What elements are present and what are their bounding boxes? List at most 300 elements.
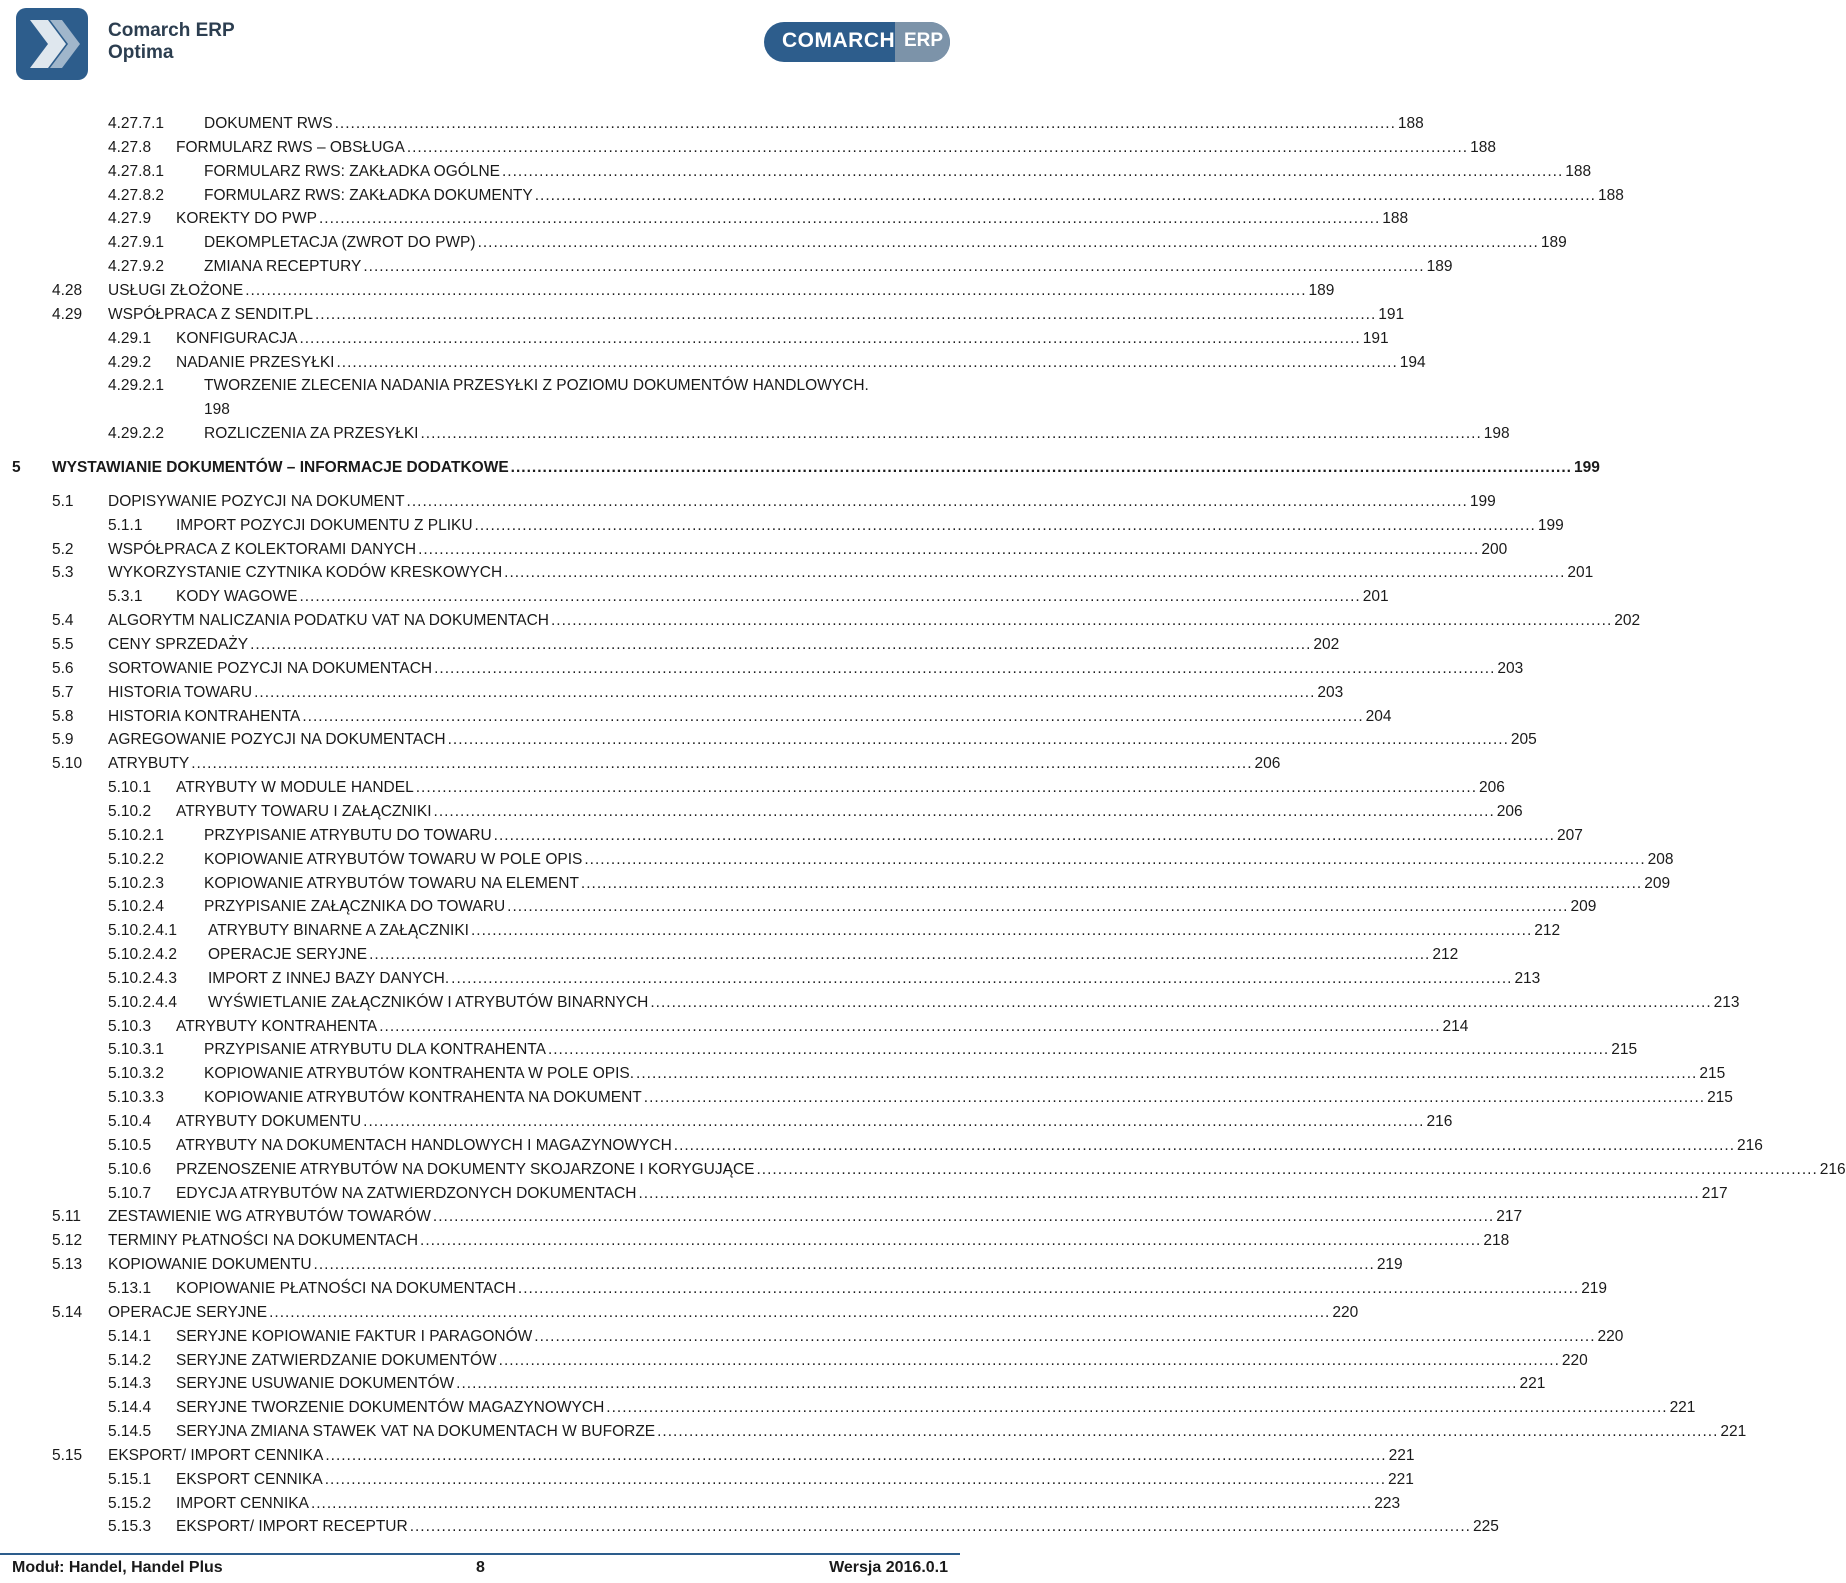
toc-entry-line (208, 919, 1561, 943)
toc-leader-dots: ........................................................................................................................................................................................................ (254, 683, 1316, 701)
toc-entry-page: 204 (1365, 707, 1392, 725)
toc-entry[interactable] (0, 728, 1537, 752)
toc-entry-number: 5.3.1 (108, 588, 143, 606)
toc-entry-page: 189 (1426, 258, 1453, 276)
toc-entry-title: ATRYBUTY NA DOKUMENTACH HANDLOWYCH I MAGAZYNOWYCH (176, 1136, 672, 1154)
toc-entry-page: 220 (1597, 1327, 1624, 1345)
toc-entry[interactable] (0, 943, 1459, 967)
toc-leader-dots: ........................................................................................................................................................................................................ (299, 329, 1361, 347)
toc-entry-title: USŁUGI ZŁOŻONE (108, 281, 244, 299)
toc-entry-page: 203 (1497, 659, 1524, 677)
toc-entry[interactable] (0, 1301, 1359, 1325)
toc-entry-line (176, 1158, 1846, 1182)
toc-leader-dots: ........................................................................................................................................................................................................ (517, 1279, 1580, 1297)
toc-entry[interactable] (0, 561, 1594, 585)
toc-entry[interactable] (0, 752, 1281, 776)
toc-entry-page: 215 (1707, 1089, 1733, 1107)
toc-entry-title: KOPIOWANIE DOKUMENTU (108, 1256, 312, 1274)
toc-entry-title: EKSPORT/ IMPORT CENNIKA (108, 1446, 324, 1464)
toc-entry-title: ATRYBUTY W MODULE HANDEL (176, 779, 414, 797)
toc-entry-page: 217 (1701, 1184, 1728, 1202)
toc-entry[interactable] (0, 705, 1392, 729)
toc-entry-number: 5.10.2.4.3 (108, 969, 177, 987)
toc-leader-dots: ........................................................................................................................................................................................................ (369, 946, 1431, 964)
toc-entry-number: 4.27.9 (108, 210, 152, 228)
toc-entry-number: 5.13.1 (108, 1279, 152, 1297)
toc-entry-title: WYSTAWIANIE DOKUMENTÓW – INFORMACJE DODATKOWE (52, 459, 509, 477)
toc-entry[interactable] (0, 160, 1592, 184)
toc-entry-title: WYŚWIETLANIE ZAŁĄCZNIKÓW I ATRYBUTÓW BINARNYCH (208, 993, 649, 1011)
toc-entry-title: ATRYBUTY KONTRAHENTA (176, 1017, 378, 1035)
toc-leader-dots: ........................................................................................................................................................................................................ (406, 138, 1469, 156)
toc-entry-title: WSPÓŁPRACA Z KOLEKTORAMI DANYCH (108, 540, 417, 558)
toc-entry[interactable] (0, 585, 1389, 609)
toc-entry[interactable] (0, 422, 1510, 446)
toc-entry-line (176, 327, 1389, 351)
toc-entry-page: 203 (1317, 683, 1344, 701)
toc-leader-dots: ........................................................................................................................................................................................................ (269, 1303, 1331, 1321)
toc-entry[interactable] (0, 1229, 1510, 1253)
toc-entry-title: DOPISYWANIE POZYCJI NA DOKUMENT (108, 492, 405, 510)
page-header (0, 0, 960, 90)
toc-leader-dots: ........................................................................................................................................................................................................ (334, 115, 1396, 132)
toc-entry[interactable] (0, 514, 1564, 538)
toc-entry-title: NADANIE PRZESYŁKI (176, 353, 335, 371)
toc-leader-dots: ........................................................................................................................................................................................................ (313, 1256, 1375, 1274)
toc-entry-number: 5.2 (52, 540, 74, 558)
toc-entry-line (176, 776, 1505, 800)
toc-entry-line (176, 1492, 1401, 1516)
toc-entry-line (176, 1277, 1608, 1301)
toc-entry-title: ATRYBUTY DOKUMENTU (176, 1113, 362, 1130)
toc-entry-number: 5.14 (52, 1303, 83, 1321)
toc-entry[interactable] (0, 609, 1641, 633)
toc-entry[interactable] (0, 1110, 1453, 1134)
toc-leader-dots: ........................................................................................................................................................................................................ (363, 1113, 1425, 1130)
toc-leader-dots: ........................................................................................................................................................................................................ (580, 874, 1643, 892)
toc-entry-title: ROZLICZENIA ZA PRZESYŁKI (204, 425, 419, 443)
toc-entry-title: EKSPORT CENNIKA (176, 1470, 323, 1488)
toc-entry-number: 5.12 (52, 1232, 83, 1250)
toc-entry-page: 201 (1362, 588, 1389, 606)
toc-entry[interactable] (0, 136, 1496, 160)
toc-leader-dots: ........................................................................................................................................................................................................ (502, 162, 1564, 180)
toc-entry-line (176, 800, 1523, 824)
toc-entry-number: 4.29.2.1 (108, 377, 165, 395)
toc-entry-number: 5.1.1 (108, 516, 143, 534)
toc-entry-line (108, 279, 1335, 303)
toc-entry[interactable] (0, 351, 1426, 375)
toc-entry-page: 206 (1254, 755, 1281, 773)
toc-entry-page: 221 (1669, 1399, 1696, 1417)
toc-entry[interactable] (0, 374, 960, 419)
toc-entry[interactable] (0, 1396, 1696, 1420)
footer-rule (0, 1553, 960, 1555)
toc-entry-number: 4.29.2 (108, 353, 152, 371)
toc-entry-line (176, 1325, 1624, 1349)
toc-entry-line (176, 1420, 1747, 1444)
toc-entry-title: SERYJNE ZATWIERDZANIE DOKUMENTÓW (176, 1351, 497, 1369)
toc-entry-number: 5.5 (52, 636, 74, 653)
toc-entry-page: 212 (1534, 922, 1561, 940)
toc-entry[interactable] (0, 1468, 1414, 1492)
toc-leader-dots: ........................................................................................................................................................................................................ (584, 850, 1646, 868)
toc-entry-page: 188 (1597, 186, 1624, 204)
toc-entry[interactable] (0, 1420, 1747, 1444)
toc-leader-dots: ........................................................................................................................................................................................................ (477, 234, 1539, 252)
toc-entry-number: 4.27.9.1 (108, 234, 165, 252)
toc-entry-number: 5.10.2 (108, 802, 152, 820)
toc-entry-number: 4.29 (52, 305, 83, 323)
toc-entry[interactable] (0, 255, 1453, 279)
toc-leader-dots: ........................................................................................................................................................................................................ (420, 1232, 1482, 1250)
brand-line-2: Optima (108, 42, 174, 63)
toc-entry-title: PRZYPISANIE ATRYBUTU DLA KONTRAHENTA (204, 1041, 546, 1059)
toc-entry-number: 4.29.2.2 (108, 425, 165, 443)
toc-entry-number: 5.10.3.2 (108, 1065, 165, 1083)
toc-entry-page: 212 (1432, 946, 1459, 964)
toc-entry-page: 205 (1510, 731, 1537, 749)
toc-entry-page: 200 (1481, 540, 1508, 558)
toc-entry[interactable] (0, 967, 1541, 991)
toc-entry[interactable] (0, 1205, 1523, 1229)
toc-entry-page: 217 (1496, 1208, 1523, 1226)
toc-entry-number: 5.15.1 (108, 1470, 152, 1488)
toc-entry[interactable] (0, 1134, 1763, 1158)
logo-word-erp: ERP (904, 30, 944, 51)
toc-entry-page: 213 (1514, 969, 1541, 987)
toc-entry[interactable] (0, 1349, 1588, 1373)
footer-version: Wersja 2016.0.1 (829, 1559, 948, 1576)
toc-entry-line (176, 1134, 1763, 1158)
comarch-optima-logo-icon (16, 8, 88, 80)
toc-entry-number: 4.27.9.2 (108, 258, 165, 276)
toc-entry-number: 4.27.8.1 (108, 162, 165, 180)
toc-entry[interactable] (0, 848, 1674, 872)
toc-entry[interactable] (0, 231, 1567, 255)
toc-entry-title: EKSPORT/ IMPORT RECEPTUR (176, 1518, 408, 1536)
toc-entry-line (176, 136, 1496, 160)
toc-entry-page: 221 (1519, 1375, 1546, 1393)
toc-leader-dots: ........................................................................................................................................................................................................ (310, 1494, 1373, 1512)
toc-entry-title: OPERACJE SERYJNE (208, 946, 368, 964)
toc-leader-dots: ........................................................................................................................................................................................................ (363, 258, 1425, 276)
toc-entry-number: 5.9 (52, 731, 74, 749)
toc-entry-number: 5.10.2.4.1 (108, 922, 177, 940)
toc-entry[interactable] (0, 1372, 1546, 1396)
toc-entry-title: SERYJNE KOPIOWANIE FAKTUR I PARAGONÓW (176, 1327, 533, 1345)
toc-leader-dots: ........................................................................................................................................................................................................ (507, 898, 1569, 916)
toc-entry-line (204, 1062, 1726, 1086)
toc-entry-number: 5.14.4 (108, 1399, 152, 1417)
toc-entry-title: ALGORYTM NALICZANIA PODATKU VAT NA DOKUMENTACH (108, 612, 549, 630)
toc-entry-line (208, 943, 1459, 967)
toc-entry-number: 5.10 (52, 755, 83, 773)
toc-entry-number: 5.1 (52, 492, 74, 510)
toc-entry-page: 221 (1388, 1470, 1414, 1488)
toc-entry-title: ATRYBUTY BINARNE A ZAŁĄCZNIKI (208, 922, 469, 940)
toc-leader-dots: ........................................................................................................................................................................................................ (474, 516, 1536, 534)
toc-entry-number: 4.27.7.1 (108, 115, 165, 132)
toc-entry[interactable] (0, 800, 1523, 824)
toc-leader-dots: ........................................................................................................................................................................................................ (299, 588, 1361, 606)
toc-leader-dots: ........................................................................................................................................................................................................ (409, 1518, 1471, 1536)
toc-entry-title: ATRYBUTY TOWARU I ZAŁĄCZNIKI (176, 802, 432, 820)
toc-entry-line (204, 184, 1624, 208)
toc-entry-page: 215 (1699, 1065, 1726, 1083)
toc-entry-line (52, 456, 1600, 480)
toc-entry[interactable] (0, 327, 1389, 351)
toc-leader-dots: ........................................................................................................................................................................................................ (638, 1184, 1700, 1202)
toc-entry-number: 5.10.2.4 (108, 898, 165, 916)
toc-leader-dots: ........................................................................................................................................................................................................ (318, 210, 1381, 228)
toc-entry-title: OPERACJE SERYJNE (108, 1303, 268, 1321)
toc-entry-page: 225 (1472, 1518, 1499, 1536)
toc-entry-line (108, 1253, 1403, 1277)
toc-entry-line (176, 1015, 1469, 1039)
toc-entry[interactable] (0, 1325, 1624, 1349)
toc-entry-title: KODY WAGOWE (176, 588, 298, 606)
toc-entry[interactable] (0, 456, 1600, 480)
toc-entry[interactable] (0, 303, 1405, 327)
toc-entry-page: 202 (1614, 612, 1641, 630)
toc-entry-number: 5.3 (52, 564, 74, 582)
toc-entry-title: KOPIOWANIE ATRYBUTÓW TOWARU NA ELEMENT (204, 874, 579, 892)
toc-entry-number: 5.10.1 (108, 779, 152, 797)
toc-entry[interactable] (0, 1515, 1499, 1539)
toc-entry-page: 202 (1313, 636, 1340, 653)
toc-entry-line (204, 824, 1583, 848)
toc-entry[interactable] (0, 776, 1505, 800)
toc-entry-title: SERYJNE USUWANIE DOKUMENTÓW (176, 1375, 455, 1393)
toc-entry-number: 5.6 (52, 659, 74, 677)
toc-entry-page: 199 (1469, 492, 1496, 510)
toc-entry-title: KOPIOWANIE ATRYBUTÓW KONTRAHENTA NA DOKUMENT (204, 1089, 642, 1107)
toc-leader-dots: ........................................................................................................................................................................................................ (447, 731, 1509, 749)
toc-entry-page: 208 (1647, 850, 1674, 868)
toc-entry-title: DEKOMPLETACJA (ZWROT DO PWP) (204, 234, 476, 252)
toc-entry-line (108, 1444, 1415, 1468)
toc-entry[interactable] (0, 991, 1740, 1015)
toc-entry[interactable] (0, 1444, 1415, 1468)
toc-entry[interactable] (0, 279, 1335, 303)
toc-entry[interactable] (0, 207, 1409, 231)
toc-leader-dots: ........................................................................................................................................................................................................ (534, 1327, 1596, 1345)
toc-entry-line (204, 255, 1453, 279)
toc-leader-dots: ........................................................................................................................................................................................................ (406, 492, 1468, 510)
toc-entry-page: 189 (1540, 234, 1567, 252)
toc-entry-page: 201 (1567, 564, 1594, 582)
toc-entry-title: PRZYPISANIE ATRYBUTU DO TOWARU (204, 826, 492, 844)
toc-entry-title: SERYJNE TWORZENIE DOKUMENTÓW MAGAZYNOWYCH (176, 1399, 605, 1417)
toc-entry-line (108, 490, 1496, 514)
toc-entry-page: 188 (1565, 162, 1592, 180)
toc-entry-title: SORTOWANIE POZYCJI NA DOKUMENTACH (108, 659, 433, 677)
toc-entry-title: KOREKTY DO PWP (176, 210, 317, 228)
toc-entry-line (176, 1349, 1588, 1373)
toc-entry-line (176, 351, 1426, 375)
toc-entry-page: 198 (1483, 425, 1510, 443)
toc-leader-dots: ........................................................................................................................................................................................................ (418, 540, 1480, 558)
toc-entry[interactable] (0, 1492, 1401, 1516)
toc-entry-title: KOPIOWANIE PŁATNOŚCI NA DOKUMENTACH (176, 1279, 516, 1297)
toc-entry-page: 188 (1470, 138, 1496, 156)
toc-entry-title: DOKUMENT RWS (204, 115, 333, 132)
toc-entry-page: 188 (1382, 210, 1409, 228)
toc-entry-line (204, 422, 1510, 446)
toc-entry[interactable] (0, 1015, 1469, 1039)
toc-entry-page: 199 (1573, 459, 1600, 477)
toc-leader-dots: ........................................................................................................................................................................................................ (336, 353, 1398, 371)
toc-entry-number: 5.10.3.3 (108, 1089, 165, 1107)
toc-entry[interactable] (0, 895, 1597, 919)
toc-entry-page: 209 (1570, 898, 1597, 916)
toc-entry-title: WSPÓŁPRACA Z SENDIT.PL (108, 305, 313, 323)
toc-entry-page: 189 (1308, 281, 1335, 299)
toc-leader-dots: ........................................................................................................................................................................................................ (606, 1399, 1668, 1417)
toc-entry[interactable] (0, 1062, 1726, 1086)
toc-entry-line (176, 1372, 1546, 1396)
toc-entry-number: 5.14.5 (108, 1423, 152, 1441)
toc-entry-number: 5.4 (52, 612, 74, 630)
toc-entry[interactable] (0, 633, 1340, 657)
toc-entry[interactable] (0, 538, 1508, 562)
toc-leader-dots: ........................................................................................................................................................................................................ (493, 826, 1555, 844)
toc-leader-dots: ........................................................................................................................................................................................................ (657, 1423, 1719, 1441)
toc-leader-dots: ........................................................................................................................................................................................................ (510, 459, 1572, 477)
toc-entry-title: EDYCJA ATRYBUTÓW NA ZATWIERDZONYCH DOKUMENTACH (176, 1184, 637, 1202)
toc-entry-line (176, 1468, 1414, 1492)
toc-entry-line (176, 585, 1389, 609)
toc-entry[interactable] (0, 824, 1583, 848)
toc-entry[interactable] (0, 1038, 1638, 1062)
toc-entry-number: 4.27.8.2 (108, 186, 165, 204)
toc-entry-number: 5.10.2.3 (108, 874, 165, 892)
toc-entry-title: AGREGOWANIE POZYCJI NA DOKUMENTACH (108, 731, 446, 749)
toc-entry[interactable] (0, 1086, 1733, 1110)
comarch-erp-logo (764, 22, 950, 62)
toc-entry-number: 5.10.4 (108, 1113, 152, 1130)
toc-entry-number: 5.14.1 (108, 1327, 152, 1345)
toc-entry-number: 5.13 (52, 1256, 83, 1274)
toc-entry-line (108, 1229, 1510, 1253)
toc-entry[interactable] (0, 657, 1524, 681)
toc-entry-title: KOPIOWANIE ATRYBUTÓW TOWARU W POLE OPIS (204, 850, 583, 868)
toc-entry-line (108, 609, 1641, 633)
toc-entry-line (208, 991, 1740, 1015)
toc-entry-number: 5.11 (52, 1208, 82, 1226)
toc-leader-dots: ........................................................................................................................................................................................................ (245, 281, 1307, 299)
toc-entry-title: PRZYPISANIE ZAŁĄCZNIKA DO TOWARU (204, 898, 506, 916)
toc-entry-title: SERYJNA ZMIANA STAWEK VAT NA DOKUMENTACH W BUFORZE (176, 1423, 656, 1441)
toc-entry-line (176, 1110, 1453, 1134)
toc-entry-line (204, 112, 1424, 136)
toc-leader-dots: ........................................................................................................................................................................................................ (456, 1375, 1518, 1393)
toc-entry-number: 5.10.3 (108, 1017, 152, 1035)
toc-entry-title: FORMULARZ RWS: ZAKŁADKA DOKUMENTY (204, 186, 533, 204)
toc-entry-number: 5.10.7 (108, 1184, 152, 1202)
toc-entry-title: HISTORIA KONTRAHENTA (108, 707, 301, 725)
toc-entry-title: IMPORT CENNIKA (176, 1494, 309, 1512)
toc-entry-page: 216 (1819, 1160, 1846, 1178)
toc-entry-page: 188 (1397, 115, 1424, 132)
toc-entry-page: 206 (1496, 802, 1523, 820)
toc-entry-title: ZESTAWIENIE WG ATRYBUTÓW TOWARÓW (108, 1208, 431, 1226)
toc-entry[interactable] (0, 490, 1496, 514)
toc-entry-page: 214 (1442, 1017, 1469, 1035)
toc-entry[interactable] (0, 1253, 1403, 1277)
toc-entry-title: FORMULARZ RWS – OBSŁUGA (176, 138, 405, 156)
toc-entry-line (204, 1086, 1733, 1110)
toc-leader-dots: ........................................................................................................................................................................................................ (650, 993, 1712, 1011)
toc-entry-line (108, 303, 1405, 327)
toc-leader-dots: ........................................................................................................................................................................................................ (302, 707, 1364, 725)
toc-leader-dots: ........................................................................................................................................................................................................ (451, 969, 1513, 987)
brand-name (108, 20, 235, 64)
toc-entry-page: 220 (1561, 1351, 1588, 1369)
toc-leader-dots: ........................................................................................................................................................................................................ (315, 305, 1377, 323)
toc-entry[interactable] (0, 919, 1561, 943)
toc-entry-line (108, 752, 1281, 776)
toc-leader-dots: ........................................................................................................................................................................................................ (324, 1470, 1387, 1488)
toc-entry-title: HISTORIA TOWARU (108, 683, 253, 701)
toc-entry-line (108, 705, 1392, 729)
toc-leader-dots: ........................................................................................................................................................................................................ (547, 1041, 1610, 1059)
toc-leader-dots: ........................................................................................................................................................................................................ (550, 612, 1613, 630)
toc-entry-number: 5.14.2 (108, 1351, 152, 1369)
toc-entry-page: 199 (1537, 516, 1564, 534)
toc-entry-number: 5.14.3 (108, 1375, 152, 1393)
toc-entry-title: TWORZENIE ZLECENIA NADANIA PRZESYŁKI Z POZIOMU DOKUMENTÓW HANDLOWYCH. (204, 377, 869, 395)
toc-entry-title: IMPORT POZYCJI DOKUMENTU Z PLIKU (176, 516, 473, 534)
toc-entry-page: 219 (1581, 1279, 1608, 1297)
toc-leader-dots: ........................................................................................................................................................................................................ (434, 659, 1496, 677)
toc-entry-line (208, 967, 1541, 991)
toc-entry-line (204, 160, 1592, 184)
toc-entry-title: ZMIANA RECEPTURY (204, 258, 362, 276)
toc-entry-number: 5.10.2.2 (108, 850, 165, 868)
toc-entry-line (108, 728, 1537, 752)
logo-word-comarch: COMARCH (782, 29, 896, 52)
toc-entry-title: PRZENOSZENIE ATRYBUTÓW NA DOKUMENTY SKOJARZONE I KORYGUJĄCE (176, 1160, 755, 1178)
toc-entry-page: 220 (1332, 1303, 1359, 1321)
toc-entry-title: TERMINY PŁATNOŚCI NA DOKUMENTACH (108, 1232, 419, 1250)
toc-leader-dots: ........................................................................................................................................................................................................ (498, 1351, 1560, 1369)
toc-entry[interactable] (0, 1158, 1846, 1182)
toc-entry[interactable] (0, 112, 1424, 136)
toc-entry-page: 191 (1378, 305, 1405, 323)
toc-entry-number: 5.10.2.4.4 (108, 993, 177, 1011)
toc-entry[interactable] (0, 1277, 1608, 1301)
toc-entry-number: 4.27.8 (108, 138, 152, 156)
toc-entry-line (108, 633, 1340, 657)
toc-entry[interactable] (0, 1182, 1728, 1206)
toc-entry-page: 206 (1479, 779, 1505, 797)
toc-leader-dots: ........................................................................................................................................................................................................ (643, 1089, 1706, 1107)
toc-leader-dots: ........................................................................................................................................................................................................ (191, 755, 1253, 773)
toc-entry[interactable] (0, 184, 1624, 208)
toc-entry-title: FORMULARZ RWS: ZAKŁADKA OGÓLNE (204, 162, 500, 180)
toc-entry-number: 5.8 (52, 707, 74, 725)
toc-leader-dots: ........................................................................................................................................................................................................ (756, 1160, 1818, 1178)
toc-leader-dots: ........................................................................................................................................................................................................ (504, 564, 1566, 582)
toc-entry-page: 215 (1611, 1041, 1638, 1059)
toc-entry[interactable] (0, 872, 1671, 896)
toc-entry-line (108, 1205, 1523, 1229)
toc-entry-line (176, 1182, 1728, 1206)
toc-entry[interactable] (0, 681, 1344, 705)
toc-entry-page: 207 (1556, 826, 1583, 844)
